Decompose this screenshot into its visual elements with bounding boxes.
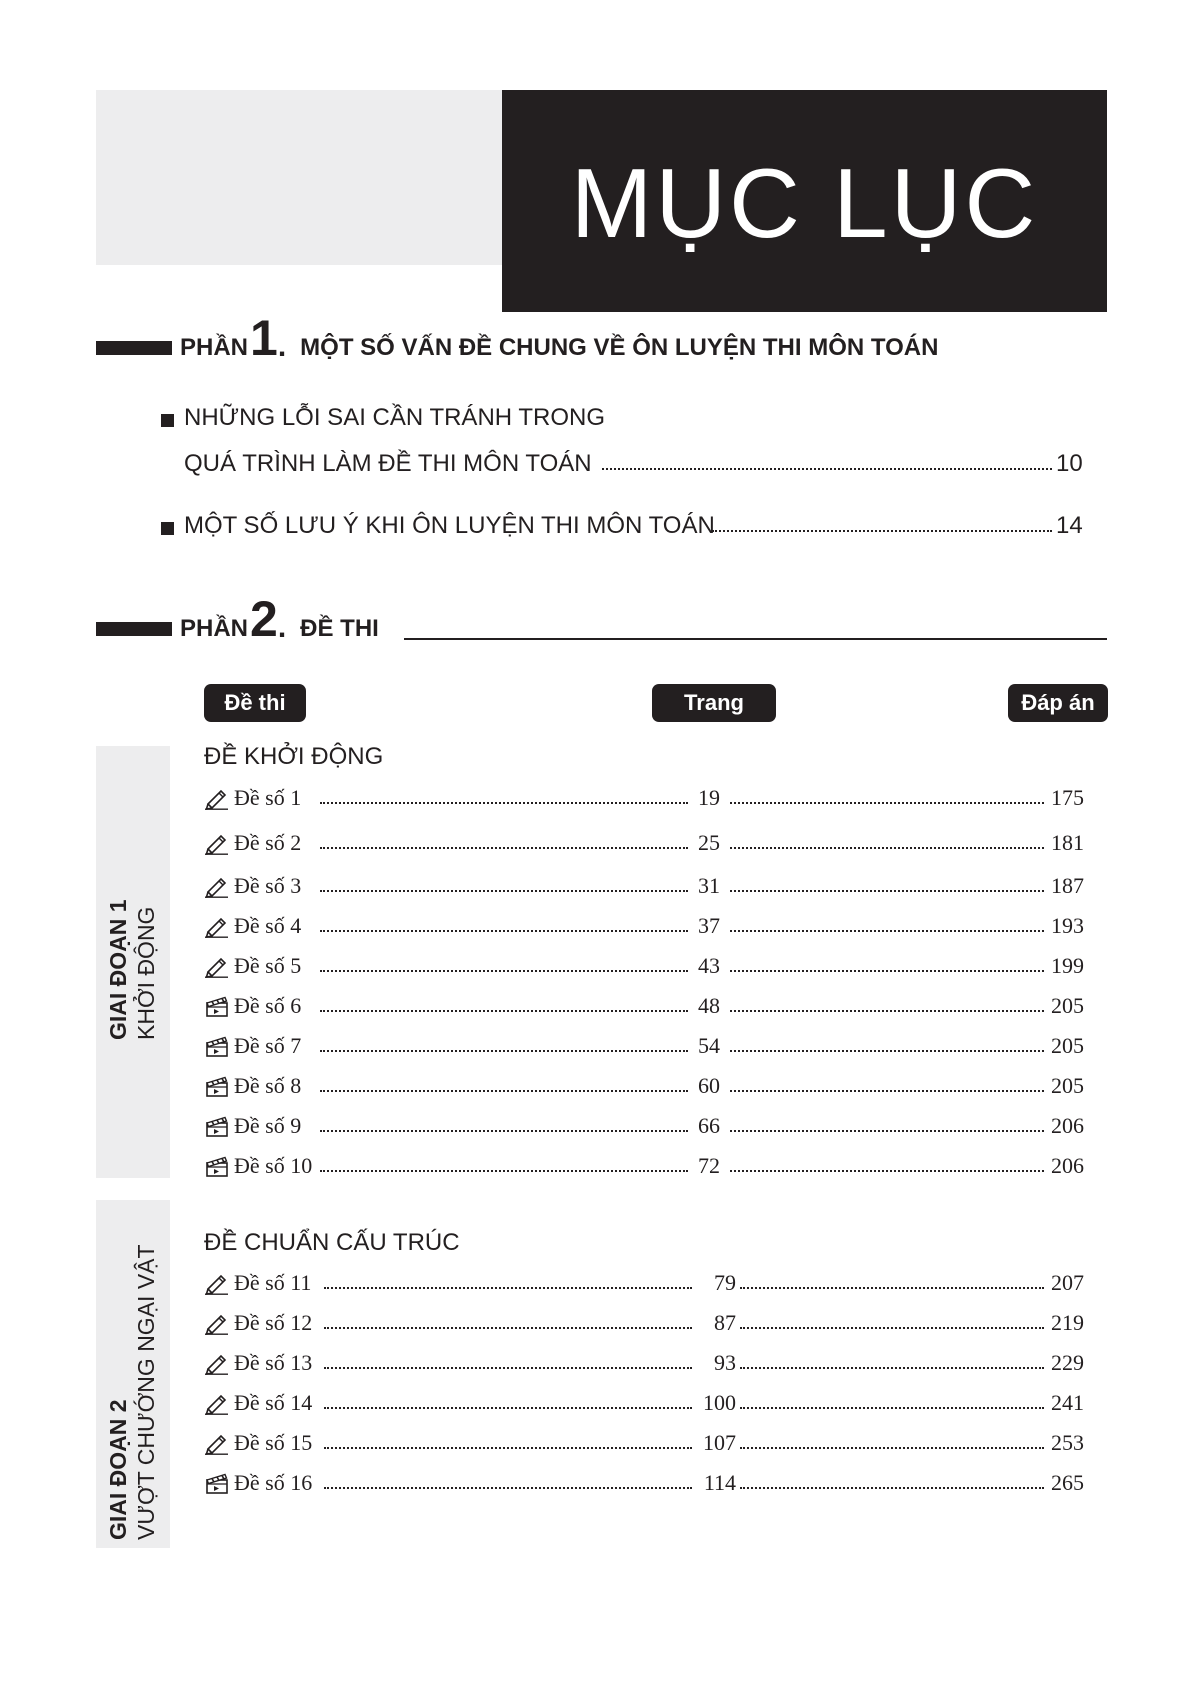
exam-name: Đề số 2	[234, 830, 302, 855]
exam-page: 66	[698, 1113, 720, 1138]
dot-leader	[320, 970, 688, 972]
toc-row	[204, 1468, 1084, 1498]
exam-page: 114	[703, 1470, 736, 1495]
answer-page: 205	[1051, 993, 1084, 1018]
exam-page: 107	[703, 1430, 736, 1455]
answer-page: 253	[1051, 1430, 1084, 1455]
part2-label: PHẦN	[180, 615, 249, 642]
column-header-answer: Đáp án	[1008, 684, 1108, 722]
answer-page: 199	[1051, 953, 1084, 978]
part2-title: ĐỀ THI	[300, 615, 379, 642]
exam-name: Đề số 12	[234, 1310, 313, 1335]
pencil-icon	[204, 1271, 230, 1295]
dot-leader	[730, 1050, 1044, 1052]
dot-leader	[740, 1407, 1044, 1409]
stage2-title: GIAI ĐOẠN 2	[105, 1399, 131, 1540]
pencil-icon	[204, 874, 230, 898]
dot-leader	[730, 1090, 1044, 1092]
dot-leader	[730, 1170, 1044, 1172]
toc-row	[204, 911, 1084, 941]
dot-leader	[740, 1367, 1044, 1369]
exam-name: Đề số 7	[234, 1033, 302, 1058]
exam-page: 25	[698, 830, 720, 855]
exam-page: 48	[698, 993, 720, 1018]
part2-bar	[96, 622, 172, 636]
exam-name: Đề số 1	[234, 785, 302, 810]
stage1-group-title: ĐỀ KHỞI ĐỘNG	[204, 743, 384, 770]
dot-leader	[324, 1287, 692, 1289]
exam-page: 93	[714, 1350, 736, 1375]
dot-leader	[730, 930, 1044, 932]
stage1-title: GIAI ĐOẠN 1	[105, 899, 131, 1040]
part1-bar	[96, 341, 172, 355]
answer-page: 187	[1051, 873, 1084, 898]
dot-leader	[320, 1010, 688, 1012]
dot-leader	[324, 1367, 692, 1369]
stage1-side-panel	[96, 746, 170, 1178]
stage2-subtitle: VƯỢT CHƯỚNG NGẠI VẬT	[133, 1244, 159, 1540]
dot-leader	[730, 890, 1044, 892]
answer-page: 175	[1051, 785, 1084, 810]
column-header-exam: Đề thi	[204, 684, 306, 722]
pencil-icon	[204, 954, 230, 978]
dot-leader	[740, 1287, 1044, 1289]
exam-page: 31	[698, 873, 720, 898]
exam-name: Đề số 4	[234, 913, 302, 938]
stage2-side-label	[104, 1244, 160, 1540]
clapperboard-icon	[204, 994, 230, 1018]
pencil-icon	[204, 1431, 230, 1455]
toc-row	[204, 1388, 1084, 1418]
answer-page: 265	[1051, 1470, 1084, 1495]
exam-name: Đề số 5	[234, 953, 302, 978]
answer-page: 207	[1051, 1270, 1084, 1295]
part2-rule	[404, 638, 1107, 640]
clapperboard-icon	[204, 1034, 230, 1058]
title-grey-panel	[96, 90, 506, 265]
dot-leader	[320, 1130, 688, 1132]
stage1-side-label	[104, 899, 160, 1040]
dot-leader	[320, 1050, 688, 1052]
column-header-page: Trang	[652, 684, 776, 722]
exam-page: 100	[703, 1390, 736, 1415]
exam-page: 43	[698, 953, 720, 978]
pencil-icon	[204, 1351, 230, 1375]
exam-name: Đề số 13	[234, 1350, 313, 1375]
clapperboard-icon	[204, 1074, 230, 1098]
dot-leader	[324, 1327, 692, 1329]
dot-leader	[740, 1447, 1044, 1449]
exam-name: Đề số 3	[234, 873, 302, 898]
exam-name: Đề số 15	[234, 1430, 313, 1455]
exam-name: Đề số 9	[234, 1113, 302, 1138]
toc-row	[204, 1071, 1084, 1101]
dot-leader	[324, 1447, 692, 1449]
toc-row	[204, 991, 1084, 1021]
part2-heading	[96, 591, 379, 647]
dot-leader	[730, 1130, 1044, 1132]
answer-page: 181	[1051, 830, 1084, 855]
exam-page: 37	[698, 913, 720, 938]
toc-row	[204, 1428, 1084, 1458]
dot-leader	[730, 847, 1044, 849]
title-black-panel	[502, 90, 1107, 312]
part1-item2-line1: MỘT SỐ LƯU Ý KHI ÔN LUYỆN THI MÔN TOÁN	[184, 512, 715, 539]
dot-leader	[324, 1407, 692, 1409]
exam-name: Đề số 14	[234, 1390, 313, 1415]
exam-name: Đề số 16	[234, 1470, 313, 1495]
answer-page: 205	[1051, 1073, 1084, 1098]
toc-row	[204, 951, 1084, 981]
exam-page: 72	[698, 1153, 720, 1178]
part1-title: MỘT SỐ VẤN ĐỀ CHUNG VỀ ÔN LUYỆN THI MÔN TOÁN	[300, 334, 939, 361]
stage1-subtitle: KHỞI ĐỘNG	[133, 906, 159, 1040]
answer-page: 229	[1051, 1350, 1084, 1375]
part1-item1-line1: NHỮNG LỖI SAI CẦN TRÁNH TRONG	[184, 404, 605, 431]
exam-name: Đề số 8	[234, 1073, 302, 1098]
exam-name: Đề số 10	[234, 1153, 313, 1178]
answer-page: 206	[1051, 1153, 1084, 1178]
part1-heading	[96, 310, 939, 366]
pencil-icon	[204, 1391, 230, 1415]
bullet-square	[161, 414, 174, 427]
part1-item1-line2: QUÁ TRÌNH LÀM ĐỀ THI MÔN TOÁN	[184, 450, 592, 477]
pencil-icon	[204, 831, 230, 855]
part1-dot: .	[277, 330, 287, 363]
part1-item1-page: 10	[1056, 450, 1083, 477]
toc-row	[204, 1268, 1084, 1298]
part1-label: PHẦN	[180, 334, 249, 361]
answer-page: 219	[1051, 1310, 1084, 1335]
dot-leader	[740, 1487, 1044, 1489]
pencil-icon	[204, 1311, 230, 1335]
answer-page: 241	[1051, 1390, 1084, 1415]
answer-page: 193	[1051, 913, 1084, 938]
dot-leader	[602, 468, 1052, 470]
dot-leader	[740, 1327, 1044, 1329]
dot-leader	[320, 890, 688, 892]
pencil-icon	[204, 914, 230, 938]
exam-page: 54	[698, 1033, 720, 1058]
dot-leader	[730, 1010, 1044, 1012]
toc-row	[204, 1111, 1084, 1141]
dot-leader	[320, 847, 688, 849]
dot-leader	[320, 1170, 688, 1172]
bullet-square	[161, 522, 174, 535]
clapperboard-icon	[204, 1154, 230, 1178]
part1-number: 1	[250, 310, 278, 366]
toc-row	[204, 871, 1084, 901]
exam-name: Đề số 11	[234, 1270, 312, 1295]
dot-leader	[324, 1487, 692, 1489]
dot-leader	[712, 530, 1052, 532]
dot-leader	[320, 930, 688, 932]
part1-item2-page: 14	[1056, 512, 1083, 539]
stage2-side-panel	[96, 1200, 170, 1548]
dot-leader	[730, 970, 1044, 972]
clapperboard-icon	[204, 1471, 230, 1495]
part2-number: 2	[250, 591, 278, 647]
toc-row	[204, 1308, 1084, 1338]
toc-row	[204, 1348, 1084, 1378]
exam-page: 19	[698, 785, 720, 810]
page-title: MỤC LỤC	[570, 147, 1039, 258]
part2-dot: .	[277, 611, 287, 644]
dot-leader	[730, 802, 1044, 804]
exam-page: 87	[714, 1310, 736, 1335]
stage2-group-title: ĐỀ CHUẨN CẤU TRÚC	[204, 1229, 460, 1256]
toc-row	[204, 1031, 1084, 1061]
answer-page: 206	[1051, 1113, 1084, 1138]
dot-leader	[320, 1090, 688, 1092]
exam-name: Đề số 6	[234, 993, 302, 1018]
exam-page: 60	[698, 1073, 720, 1098]
toc-row	[204, 828, 1084, 858]
exam-page: 79	[714, 1270, 736, 1295]
toc-row	[204, 1151, 1084, 1181]
toc-row	[204, 783, 1084, 813]
pencil-icon	[204, 786, 230, 810]
dot-leader	[320, 802, 688, 804]
answer-page: 205	[1051, 1033, 1084, 1058]
clapperboard-icon	[204, 1114, 230, 1138]
